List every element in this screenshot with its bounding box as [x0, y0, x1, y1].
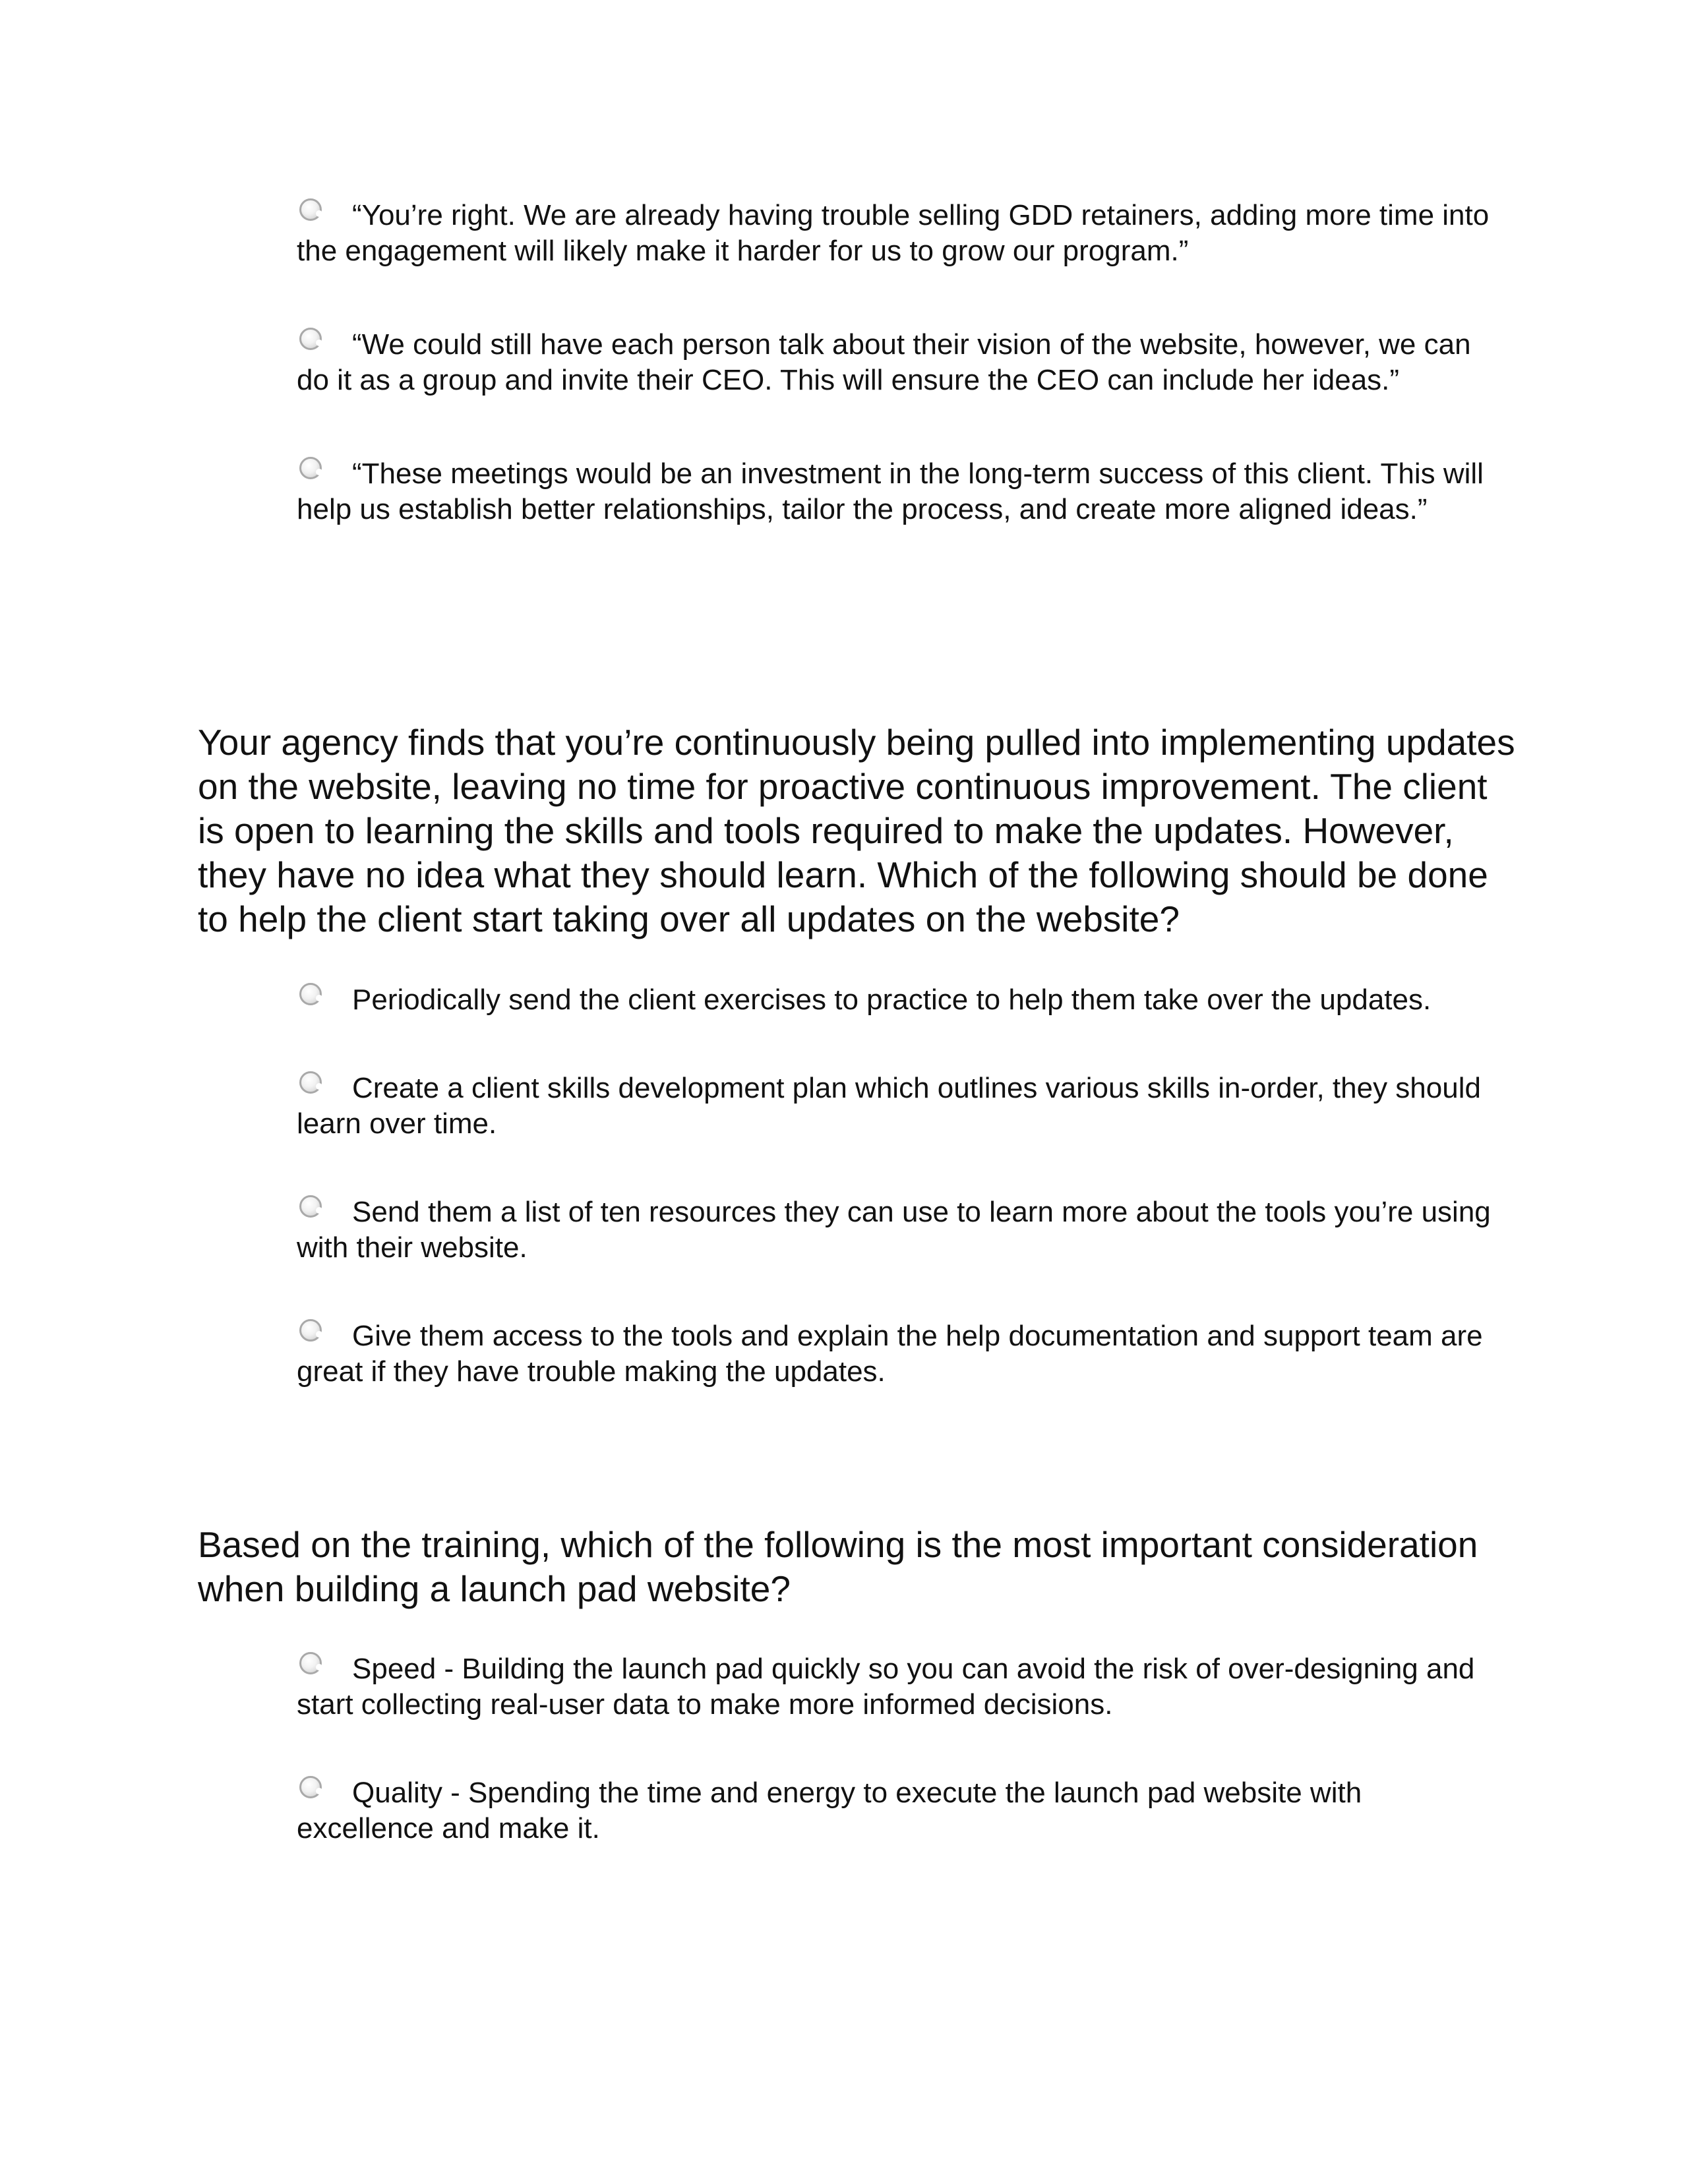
- answer-option: [297, 1071, 1497, 1142]
- answer-option: [297, 456, 1497, 527]
- option-text: “These meetings would be an investment in the long-term success of this client. This will help us establish better relationships, tailor the process, and create more aligned ideas.”: [297, 457, 1484, 525]
- option-text: Send them a list of ten resources they can use to learn more about the tools you’re using with their website.: [297, 1196, 1491, 1264]
- radio-button[interactable]: [299, 1071, 322, 1094]
- radio-button[interactable]: [299, 1652, 322, 1674]
- option-group-question-2: [297, 982, 1497, 1390]
- radio-button[interactable]: [299, 328, 322, 350]
- answer-option: [297, 1318, 1497, 1390]
- radio-button[interactable]: [299, 198, 322, 221]
- option-group-previous-question: [297, 198, 1497, 527]
- question-text: Based on the training, which of the following is the most important consideration when building a launch pad website?: [198, 1524, 1478, 1609]
- radio-button[interactable]: [299, 1319, 322, 1342]
- option-text: Give them access to the tools and explain the help documentation and support team are great if they have trouble making the updates.: [297, 1320, 1483, 1388]
- answer-option: [297, 1775, 1497, 1846]
- radio-button[interactable]: [299, 457, 322, 479]
- answer-option: [297, 1195, 1497, 1266]
- radio-button[interactable]: [299, 1195, 322, 1218]
- radio-button[interactable]: [299, 1776, 322, 1798]
- option-group-question-3: [297, 1651, 1497, 1846]
- radio-button[interactable]: [299, 983, 322, 1005]
- option-text: Create a client skills development plan which outlines various skills in-order, they should learn over time.: [297, 1072, 1481, 1140]
- option-text: Quality - Spending the time and energy to execute the launch pad website with excellence and make it.: [297, 1777, 1362, 1845]
- answer-option: [297, 982, 1497, 1018]
- answer-option: [297, 198, 1497, 269]
- answer-option: [297, 1651, 1497, 1723]
- question-text: Your agency finds that you’re continuously being pulled into implementing updates on the website, leaving no time for proactive continuous improvement. The client is open to learning the skills and tools required to make the updates. However, they have no idea what they should learn. Which of the following should be done to help the client start taking over all updates on the website?: [198, 722, 1515, 939]
- option-text: Periodically send the client exercises to practice to help them take over the updates.: [352, 984, 1432, 1016]
- answer-option: [297, 327, 1497, 398]
- option-text: Speed - Building the launch pad quickly so you can avoid the risk of over-designing and start collecting real-user data to make more informed decisions.: [297, 1653, 1475, 1721]
- option-text: “You’re right. We are already having trouble selling GDD retainers, adding more time into the engagement will likely make it harder for us to grow our program.”: [297, 199, 1490, 267]
- option-text: “We could still have each person talk about their vision of the website, however, we can do it as a group and invite their CEO. This will ensure the CEO can include her ideas.”: [297, 328, 1471, 396]
